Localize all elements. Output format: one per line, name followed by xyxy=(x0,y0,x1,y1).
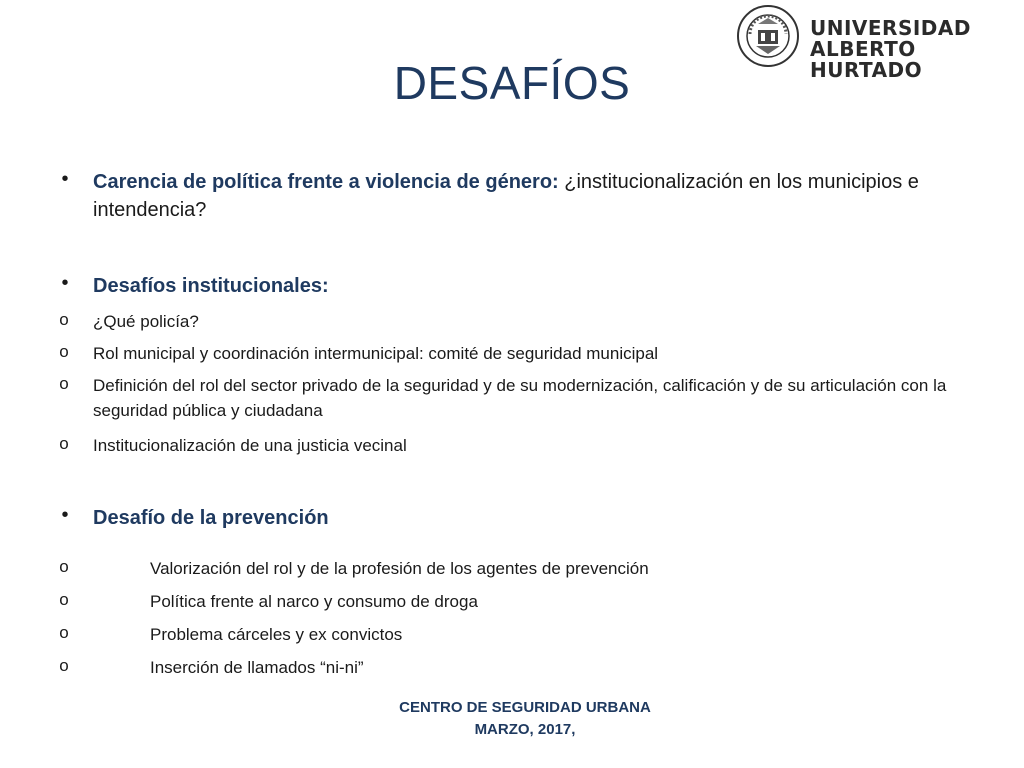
list-item: Valorización del rol y de la profesión de los agentes de prevención xyxy=(150,559,649,578)
bullet-icon: • xyxy=(61,504,69,526)
sub-bullet-icon: o xyxy=(59,590,69,609)
logo-line-1: UNIVERSIDAD xyxy=(810,16,971,40)
slide-title: DESAFÍOS xyxy=(393,57,631,109)
bullet-icon: • xyxy=(61,272,69,294)
list-item: Definición del rol del sector privado de la seguridad y de su modernización, calificación y de su articulación con la seguridad pública y ciudadana xyxy=(93,376,947,420)
list-item: Inserción de llamados “ni-ni” xyxy=(150,658,364,677)
slide-footer xyxy=(0,697,1024,741)
footer-date: MARZO, 2017, xyxy=(474,721,576,738)
section-heading-gender-violence xyxy=(93,168,973,224)
list-item: Política frente al narco y consumo de droga xyxy=(150,592,478,611)
sub-bullet-icon: o xyxy=(59,623,69,642)
sub-bullet-icon: o xyxy=(59,374,69,393)
section-heading-rest: ¿institucionalización en los municipios e intendencia? xyxy=(93,171,919,221)
footer-org: CENTRO DE SEGURIDAD URBANA xyxy=(399,699,651,716)
bullet-icon: • xyxy=(61,168,69,190)
section-heading-bold: Desafíos institucionales: xyxy=(93,275,329,297)
list-item: Institucionalización de una justicia vecinal xyxy=(93,436,407,455)
section-heading-prevention xyxy=(93,504,973,532)
list-item: Rol municipal y coordinación intermunicipal: comité de seguridad municipal xyxy=(93,344,659,363)
section-heading-bold: Carencia de política frente a violencia de género: xyxy=(93,171,559,193)
sub-bullet-icon: o xyxy=(59,310,69,329)
sub-bullet-icon: o xyxy=(59,434,69,453)
logo-line-2: ALBERTO HURTADO xyxy=(810,37,923,82)
sub-bullet-icon: o xyxy=(59,342,69,361)
section-heading-institutional xyxy=(93,272,973,300)
list-item: ¿Qué policía? xyxy=(93,312,199,331)
section-heading-bold: Desafío de la prevención xyxy=(93,507,329,529)
sub-bullet-icon: o xyxy=(59,557,69,576)
list-item: Problema cárceles y ex convictos xyxy=(150,625,403,644)
sub-bullet-icon: o xyxy=(59,656,69,675)
